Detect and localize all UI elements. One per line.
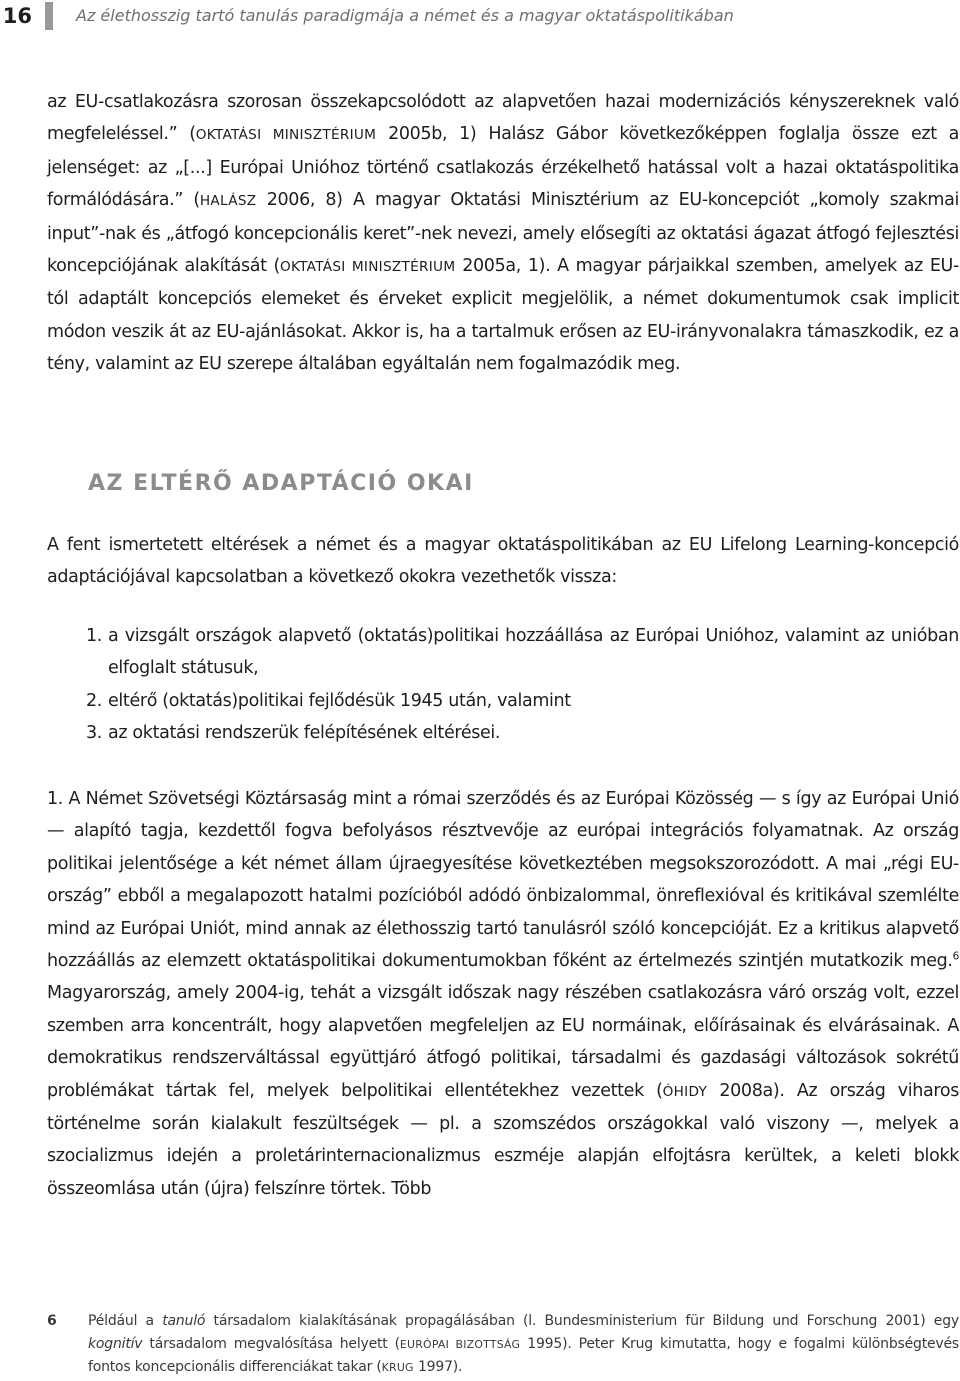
section-intro xyxy=(47,529,959,594)
citation: HALÁSZ xyxy=(199,193,257,210)
citation: OKTATÁSI MINISZTÉRIUM xyxy=(279,259,456,276)
body-paragraph xyxy=(47,783,959,1205)
section-heading: AZ ELTÉRŐ ADAPTÁCIÓ OKAI xyxy=(88,471,474,496)
citation: OKTATÁSI MINISZTÉRIUM xyxy=(195,127,377,144)
intro-paragraph xyxy=(47,86,959,381)
footnote-text: Például a tanuló társadalom kialakításának propagálásában (l. Bundesministerium für Bildung und Forschung 2001) egy kognitív társadalom megvalósítása helyett (EURÓPAI BIZOTTSÁG 1995). Peter Krug kimutatta, hogy e fogalmi különbségtevés fontos koncepcionális differenciákat takar (KRUG 1997). xyxy=(88,1313,959,1375)
citation: ÓHIDY xyxy=(662,1083,708,1100)
footnote xyxy=(47,1310,959,1380)
page-number: 16 xyxy=(2,4,32,28)
header-bar xyxy=(45,2,53,30)
list-item: 3. az oktatási rendszerük felépítésének eltérései. xyxy=(86,723,501,744)
body-paragraph-text: 1. A Német Szövetségi Köztársaság mint a római szerződés és az Európai Közösség — s így az Európai Unió — alapító tagja, kezdettől fogva befolyásos résztvevője az európai integrációs folyamatnak. Az ország politikai jelentősége a két német állam újraegyesítése következtében megsokszorozódott. A mai „régi EU-ország” ebből a megalapozott hatalmi pozícióból adódó önbizalommal, önreflexióval és kritikával szemlélte mind az Európai Uniót, mind annak az élethosszig tartó tanulásról szóló koncepcióját. Ez a kritikus alapvető hozzáállás az elemzett oktatáspolitikai dokumentumokban főként az értelmezés szintjén mutatkozik meg.$^6$ Magyarország, amely 2004-ig, tehát a vizsgált időszak nagy részében csatlakozásra váró ország volt, ezzel szemben arra koncentrált, hogy alapvetően megfeleljen az EU normáinak, előírásainak és elvárásainak. A demokratikus rendszerváltással együttjáró átfogó politikai, társadalmi és gazdasági változások sokrétű problémákat tártak fel, melyek belpolitikai ellentétekhez vezettek (ÓHIDY 2008a). Az ország viharos történelme során kialakult feszültségek — pl. a szomszédos országokkal való viszony —, melyek a szocializmus idején a proletárinternacionalizmus eszméje alapján elfojtásra kerültek, a keleti blokk összeomlása után (újra) felszínre törtek. Több xyxy=(47,789,959,1199)
intro-paragraph-text: az EU-csatlakozásra szorosan összekapcsolódott az alapvetően hazai modernizációs kényszereknek való megfeleléssel.” (OKTATÁSI MINISZTÉRIUM 2005b, 1) Halász Gábor következőképpen foglalja össze ezt a jelenséget: az „[...] Európai Unióhoz történő csatlakozás érzékelhető hatással volt a hazai oktatáspolitika formálódására.” (HALÁSZ 2006, 8) A magyar Oktatási Minisztérium az EU-koncepciót „komoly szakmai input”-nak és „átfogó koncepcionális keret”-nek nevezi, amely elősegíti az oktatási ágazat átfogó fejlesztési koncepciójának alakítását (OKTATÁSI MINISZTÉRIUM 2005a, 1). A magyar párjaikkal szemben, amelyek az EU-tól adaptált koncepciós elemeket és érveket explicit megjelölik, a német dokumentumok csak implicit módon veszik át az EU-ajánlásokat. Akkor is, ha a tartalmuk erősen az EU-irányvonalakra támaszkodik, ez a tény, valamint az EU szerepe általában egyáltalán nem fogalmazódik meg. xyxy=(47,92,959,375)
citation: EURÓPAI BIZOTTSÁG xyxy=(399,1337,521,1351)
footnote-number: 6 xyxy=(47,1313,57,1329)
list-item: 1. a vizsgált országok alapvető (oktatás)politikai hozzáállása az Európai Unióhoz, valamint az unióban elfoglalt státusuk, xyxy=(86,626,959,679)
section-intro-text: A fent ismertetett eltérések a német és a magyar oktatáspolitikában az EU Lifelong Learning-koncepció adaptációjával kapcsolatban a következő okokra vezethetők vissza: xyxy=(47,535,959,588)
running-head: Az élethosszig tartó tanulás paradigmája a német és a magyar oktatáspolitikában xyxy=(76,6,734,25)
list-item: 2. eltérő (oktatás)politikai fejlődésük 1945 után, valamint xyxy=(86,690,571,711)
citation: KRUG xyxy=(381,1361,414,1374)
footnote-reference: 6 xyxy=(952,950,959,963)
reasons-list xyxy=(86,620,959,750)
